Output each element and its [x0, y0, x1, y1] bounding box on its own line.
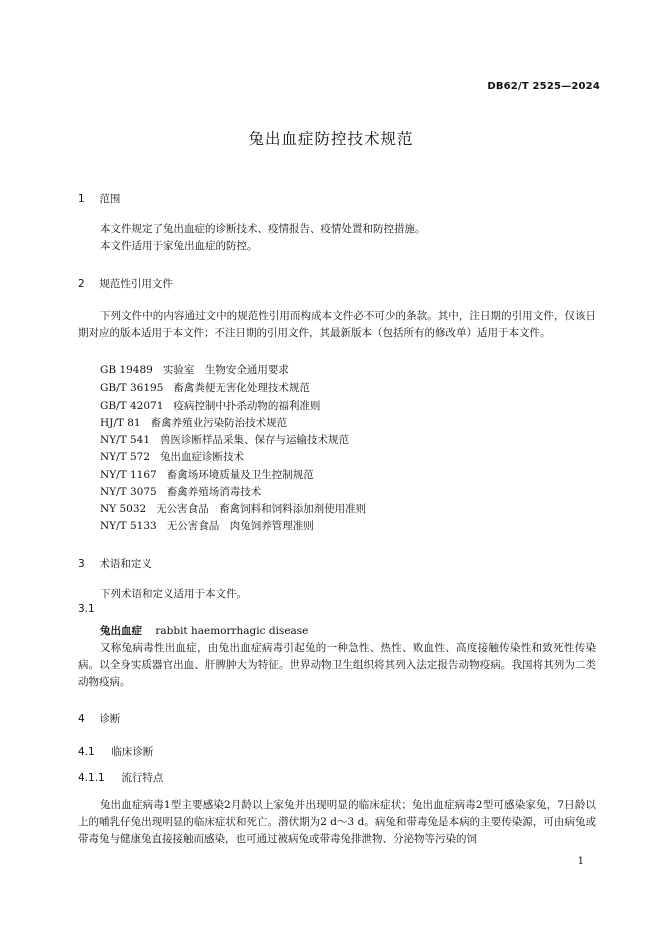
reference-title: 无公害食品 畜禽饲料和饲料添加剂使用准则 [156, 503, 367, 515]
section-title: 规范性引用文件 [99, 278, 173, 290]
terms-intro: 下列术语和定义适用于本文件。 [100, 588, 247, 600]
reference-title: 兔出血症诊断技术 [160, 451, 245, 463]
reference-title: 实验室 生物安全通用要求 [162, 364, 289, 376]
reference-title: 无公害食品 肉兔饲养管理准则 [166, 520, 314, 532]
term-english: rabbit haemorrhagic disease [155, 625, 309, 637]
section-heading-normative [78, 276, 173, 291]
subsubsection-title: 流行特点 [121, 772, 164, 784]
reference-code: NY/T 541 [100, 434, 151, 446]
page-number: 1 [577, 856, 584, 867]
reference-item [100, 432, 349, 447]
subsubsection-number: 4.1.1 [78, 772, 105, 784]
subsection-title: 临床诊断 [111, 746, 154, 758]
reference-code: NY 5032 [100, 503, 147, 515]
section-number: 1 [78, 193, 85, 205]
term-chinese: 兔出血症 [100, 625, 142, 637]
reference-item [100, 449, 244, 464]
reference-code: NY/T 572 [100, 451, 151, 463]
section-title: 诊断 [99, 713, 121, 725]
section-heading-terms [78, 556, 152, 571]
term-entry-number: 3.1 [78, 603, 95, 615]
reference-item [100, 415, 287, 430]
reference-title: 畜禽养殖场消毒技术 [166, 486, 262, 498]
subsubsection-heading-epidemiology [78, 770, 163, 785]
section-number: 2 [78, 278, 85, 290]
scope-paragraph-1: 本文件规定了兔出血症的诊断技术、疫情报告、疫情处置和防控措施。 [100, 223, 426, 235]
section-heading-scope [78, 191, 120, 206]
reference-code: HJ/T 81 [100, 417, 141, 429]
reference-title: 疫病控制中扑杀动物的福利准则 [173, 400, 321, 412]
page-title: 兔出血症防控技术规范 [248, 130, 414, 148]
subsection-number: 4.1 [78, 746, 95, 758]
epidemiology-paragraph: 兔出血症病毒1型主要感染2月龄以上家兔并出现明显的临床症状；兔出血症病毒2型可感染家兔，7日龄以上的哺乳仔兔出现明显的临床症状和死亡。潜伏期为2 d～3 d。病兔和带毒兔是本病的主要传染源，可由病兔或带毒兔与健康兔直接接触而感染，也可通过被病兔或带毒兔排泄物、分泌物等污染的饲 [78, 799, 596, 845]
scope-paragraph-2: 本文件适用于家兔出血症的防控。 [100, 240, 258, 252]
reference-code: GB/T 42071 [100, 400, 164, 412]
reference-code: NY/T 5133 [100, 520, 157, 532]
reference-item [100, 362, 289, 377]
reference-item [100, 380, 310, 395]
reference-item [100, 484, 261, 499]
section-heading-diagnosis [78, 711, 120, 726]
section-title: 范围 [99, 193, 121, 205]
reference-item [100, 467, 314, 482]
section-number: 3 [78, 558, 85, 570]
document-id: DB62/T 2525—2024 [487, 81, 600, 92]
term-entry [100, 623, 308, 638]
reference-title: 畜禽粪便无害化处理技术规范 [173, 382, 310, 394]
term-definition: 又称兔病毒性出血症，由兔出血症病毒引起兔的一种急性、热性、败血性、高度接触传染性和致死性传染病。以全身实质器官出血、肝脾肿大为特征。世界动物卫生组织将其列入法定报告动物疫病。我国将其列为二类动物疫病。 [78, 642, 596, 688]
section-number: 4 [78, 713, 85, 725]
reference-code: NY/T 1167 [100, 469, 157, 481]
reference-code: NY/T 3075 [100, 486, 157, 498]
reference-code: GB/T 36195 [100, 382, 164, 394]
reference-code: GB 19489 [100, 364, 153, 376]
reference-item [100, 501, 366, 516]
section-title: 术语和定义 [99, 558, 152, 570]
reference-item [100, 398, 320, 413]
reference-title: 畜禽养殖业污染防治技术规范 [150, 417, 288, 429]
reference-item [100, 518, 314, 533]
normative-intro: 下列文件中的内容通过文中的规范性引用而构成本文件必不可少的条款。其中，注日期的引用文件，仅该日期对应的版本适用于本文件；不注日期的引用文件，其最新版本（包括所有的修改单）适用于本文件。 [78, 310, 596, 339]
reference-title: 兽医诊断样品采集、保存与运输技术规范 [160, 434, 350, 446]
subsection-heading-clinical [78, 744, 153, 759]
reference-title: 畜禽场环境质量及卫生控制规范 [166, 469, 314, 481]
